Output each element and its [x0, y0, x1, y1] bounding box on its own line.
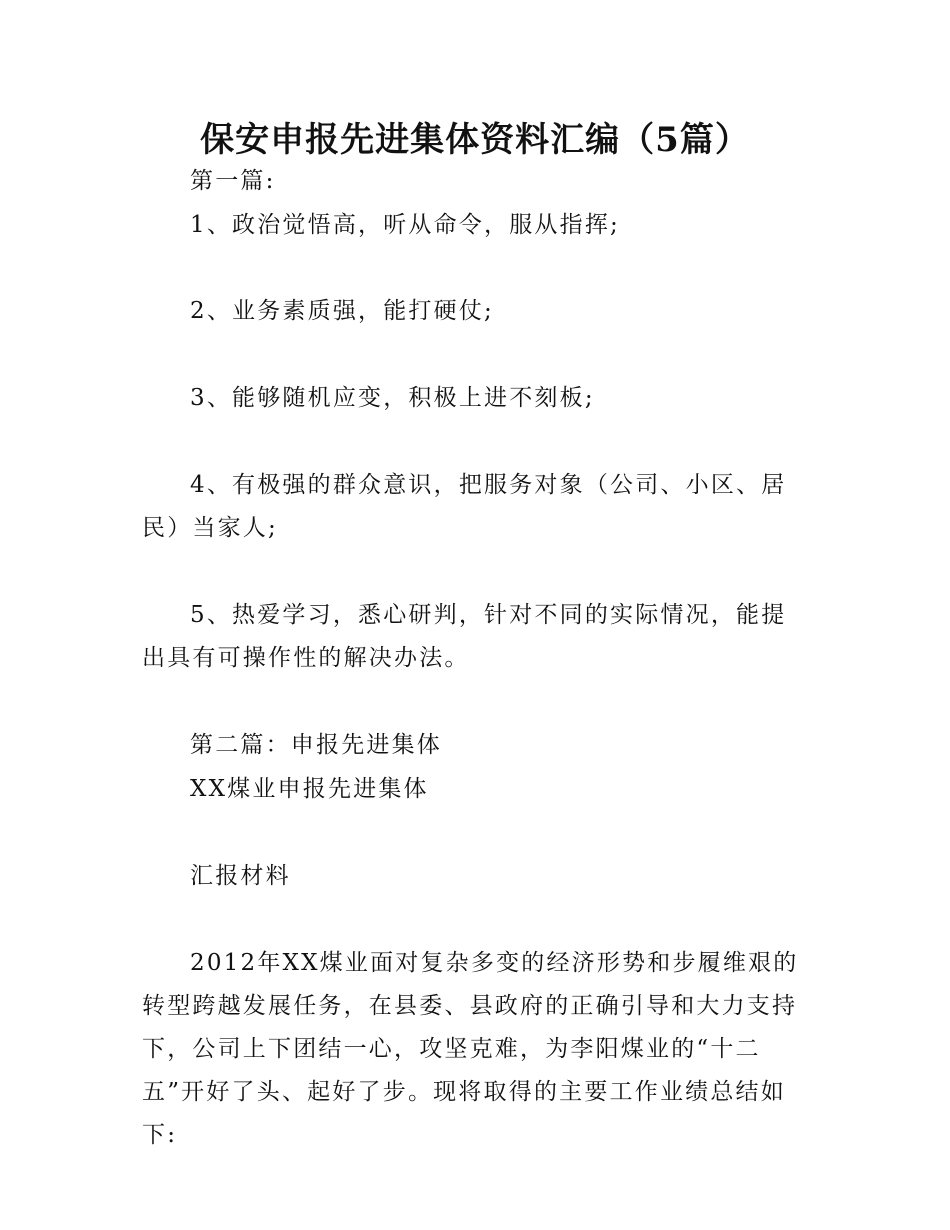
document-title: 保安申报先进集体资料汇编（5篇） — [200, 120, 750, 160]
subheading-report: 汇报材料 — [190, 863, 291, 889]
list-item-5: 5、热爱学习，悉心研判，针对不同的实际情况，能提出具有可操作性的解决办法。 — [142, 602, 787, 671]
body-paragraph: 2012年XX煤业面对复杂多变的经济形势和步履维艰的转型跨越发展任务，在县委、县政府的正确引导和大力支持下，公司上下团结一心，攻坚克难，为李阳煤业的“十二五”开好了头、起好了步。现将取得的主要工作业绩总结如下: — [142, 950, 799, 1148]
list-item-2: 2、业务素质强，能打硬仗; — [190, 298, 494, 324]
list-item-3: 3、能够随机应变，积极上进不刻板; — [190, 385, 595, 411]
section-heading-2: 第二篇：申报先进集体 — [190, 732, 442, 758]
section-heading-1: 第一篇: — [190, 168, 276, 194]
list-item-1: 1、政治觉悟高，听从命令，服从指挥; — [190, 212, 620, 238]
subheading-company: XX煤业申报先进集体 — [190, 776, 429, 802]
list-item-4: 4、有极强的群众意识，把服务对象（公司、小区、居民）当家人; — [142, 472, 787, 541]
